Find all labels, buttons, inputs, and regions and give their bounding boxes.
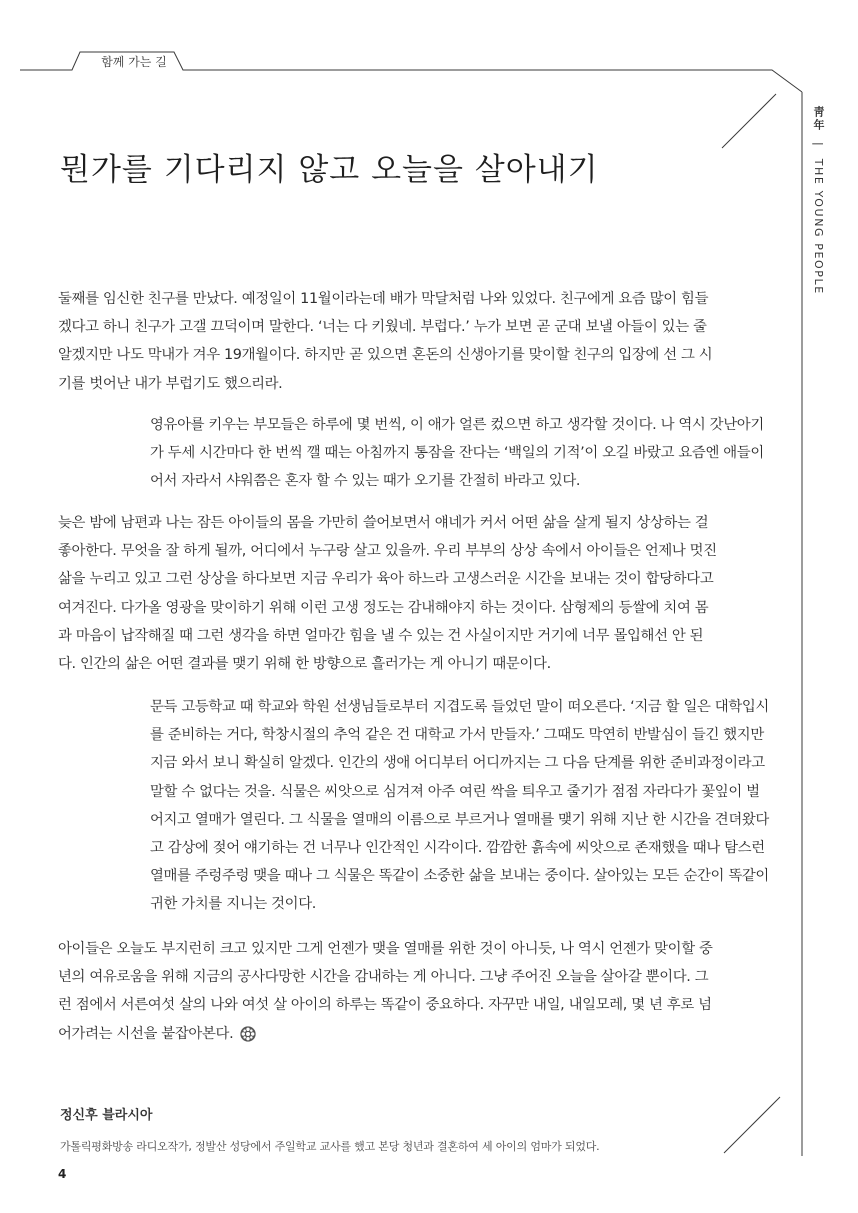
side-separator: | xyxy=(812,142,825,148)
side-english: THE YOUNG PEOPLE xyxy=(812,158,825,295)
bottom-diagonal xyxy=(724,1097,780,1153)
side-hanja: 靑年 xyxy=(812,106,825,132)
author-name: 정신후 블라시아 xyxy=(60,1108,153,1123)
quote-paragraph-4: 문득 고등학교 때 학교와 학원 선생님들로부터 지겹도록 들었던 말이 떠오른다. ‘지금 할 일은 대학입시를 준비하는 거다, 학창시절의 추억 같은 건 대학교 가서 만들자.’ 그때도 막연히 반발심이 들긴 했지만 지금 와서 보니 확실히 알겠다. 인간의 생애 어디부터 어디까지는 그 다음 단계를 위한 준비과정이라고 말할 수 없다는 것을. 식물은 씨앗으로 심겨져 아주 여린 싹을 틔우고 줄기가 점점 자라다가 꽃잎이 벌어지고 열매가 열린다. 그 식물을 열매의 이름으로 부르거나 열매를 맺기 위해 지난 한 시간을 견뎌왔다고 감상에 젖어 얘기하는 건 너무나 인간적인 시각이다. 깜깜한 흙속에 씨앗으로 존재했을 때나 탐스런 열매를 주렁주렁 맺을 때나 그 식물은 똑같이 소중한 삶을 보내는 중이다. 살아있는 모든 순간이 똑같이 귀한 가치를 지니는 것이다. xyxy=(150,699,769,913)
top-diagonal xyxy=(722,94,776,148)
body-paragraph-1: 둘째를 임신한 친구를 만났다. 예정일이 11월이라는데 배가 막달처럼 나와 있었다. 친구에게 요즘 많이 힘들겠다고 하니 친구가 고갤 끄덕이며 말한다. ‘너는 다 키웠네. 부럽다.’ 누가 보면 곧 군대 보낼 아들이 있는 줄 알겠지만 나도 막내가 겨우 19개월이다. 하지만 곧 있으면 혼돈의 신생아기를 맞이할 친구의 입장에 선 그 시기를 벗어난 내가 부럽기도 했으리라. xyxy=(58,291,713,392)
article-title: 뭔가를 기다리지 않고 오늘을 살아내기 xyxy=(60,152,599,188)
body-paragraph-5-text: 아이들은 오늘도 부지런히 크고 있지만 그게 언젠가 맺을 열매를 위한 것이 아니듯, 나 역시 언젠가 맞이할 중년의 여유로움을 위해 지금의 공사다망한 시간을 감내하는 게 아니다. 그냥 주어진 오늘을 살아갈 뿐이다. 그런 점에서 서른여섯 살의 나와 여섯 살 아이의 하루는 똑같이 중요하다. 자꾸만 내일, 내일모레, 몇 년 후로 넘어가려는 시선을 붙잡아본다. xyxy=(58,941,713,1042)
side-section-label xyxy=(810,106,826,295)
body-paragraph-5 xyxy=(58,935,720,1048)
body-paragraph-3: 늦은 밤에 남편과 나는 잠든 아이들의 몸을 가만히 쓸어보면서 얘네가 커서 어떤 삶을 살게 될지 상상하는 걸 좋아한다. 무엇을 잘 하게 될까, 어디에서 누구랑 살고 있을까. 우리 부부의 상상 속에서 아이들은 언제나 멋진 삶을 누리고 있고 그런 상상을 하다보면 지금 우리가 육아 하느라 고생스러운 시간을 보내는 것이 합당하다고 여겨진다. 다가올 영광을 맞이하기 위해 이런 고생 정도는 감내해야지 하는 것이다. 삼형제의 등쌀에 치여 몸과 마음이 납작해질 때 그런 생각을 하면 얼마간 힘을 낼 수 있는 건 사실이지만 거기에 너무 몰입해선 안 된다. 인간의 삶은 어떤 결과를 맺기 위해 한 방향으로 흘러가는 게 아니기 때문이다. xyxy=(58,515,717,673)
author-bio: 가톨릭평화방송 라디오작가, 정발산 성당에서 주일학교 교사를 했고 본당 청년과 결혼하여 세 아이의 엄마가 되었다. xyxy=(60,1140,600,1153)
quote-paragraph-2: 영유아를 키우는 부모들은 하루에 몇 번씩, 이 애가 얼른 컸으면 하고 생각할 것이다. 나 역시 갓난아기가 두세 시간마다 한 번씩 깰 때는 아침까지 통잠을 잔다는 ‘백일의 기적’이 오길 바랐고 요즘엔 애들이 어서 자라서 샤워쯤은 혼자 할 수 있는 때가 오기를 간절히 바라고 있다. xyxy=(150,417,764,490)
page-number: 4 xyxy=(58,1167,67,1181)
section-tab-label: 함께 가는 길 xyxy=(101,55,167,69)
flower-ornament-icon xyxy=(239,1025,257,1043)
